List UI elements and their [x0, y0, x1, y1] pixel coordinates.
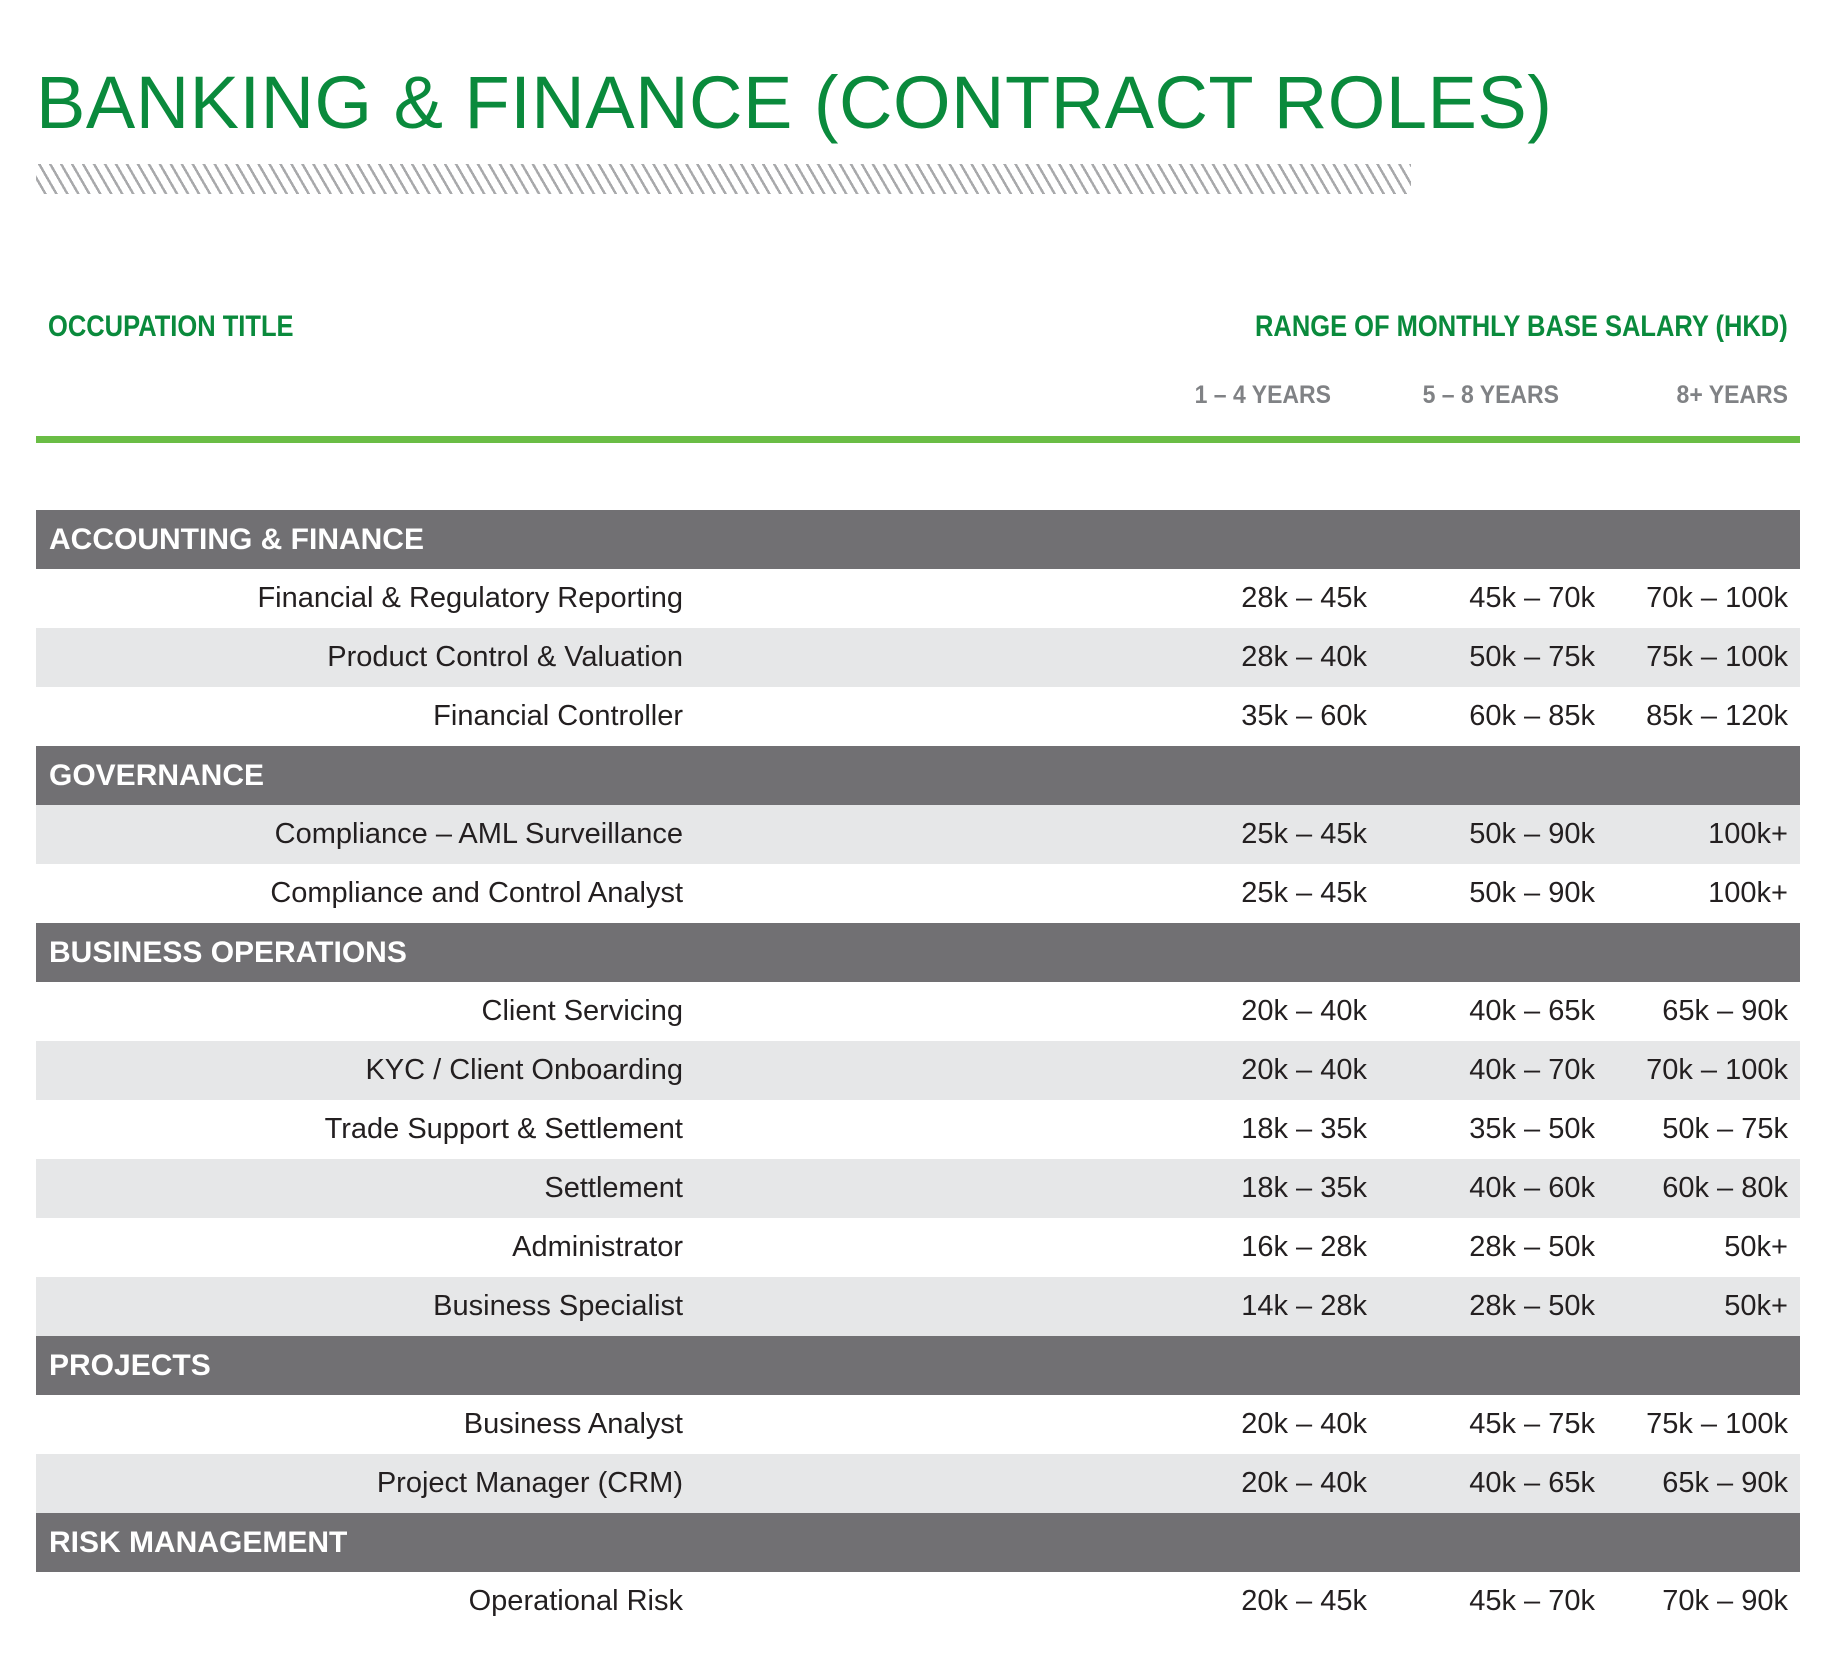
section-header: BUSINESS OPERATIONS	[36, 923, 1800, 982]
table-row	[36, 1100, 1800, 1159]
occupation-title: Financial & Regulatory Reporting	[257, 582, 683, 614]
occupation-title: KYC / Client Onboarding	[365, 1054, 683, 1086]
salary-1-4-years: 20k – 40k	[1241, 995, 1367, 1027]
column-header-5-8-years: 5 – 8 YEARS	[1422, 381, 1559, 409]
salary-8-plus-years: 50k+	[1724, 1290, 1788, 1322]
occupation-title: Client Servicing	[481, 995, 683, 1027]
salary-5-8-years: 50k – 90k	[1469, 818, 1595, 850]
occupation-title: Trade Support & Settlement	[324, 1113, 683, 1145]
salary-5-8-years: 28k – 50k	[1469, 1290, 1595, 1322]
section-header: GOVERNANCE	[36, 746, 1800, 805]
table-row	[36, 1218, 1800, 1277]
occupation-title: Business Analyst	[463, 1408, 683, 1440]
salary-1-4-years: 28k – 45k	[1241, 582, 1367, 614]
hatch-divider	[36, 164, 1411, 194]
salary-8-plus-years: 100k+	[1708, 877, 1788, 909]
salary-5-8-years: 40k – 60k	[1469, 1172, 1595, 1204]
salary-5-8-years: 28k – 50k	[1469, 1231, 1595, 1263]
salary-8-plus-years: 50k – 75k	[1662, 1113, 1788, 1145]
salary-1-4-years: 16k – 28k	[1241, 1231, 1367, 1263]
occupation-title: Financial Controller	[433, 700, 683, 732]
table-row	[36, 1041, 1800, 1100]
occupation-title: Business Specialist	[433, 1290, 683, 1322]
table-row	[36, 1159, 1800, 1218]
salary-5-8-years: 45k – 75k	[1469, 1408, 1595, 1440]
salary-1-4-years: 20k – 40k	[1241, 1054, 1367, 1086]
occupation-title: Settlement	[544, 1172, 683, 1204]
salary-1-4-years: 14k – 28k	[1241, 1290, 1367, 1322]
table-row	[36, 805, 1800, 864]
salary-1-4-years: 18k – 35k	[1241, 1172, 1367, 1204]
header-rule	[36, 436, 1800, 443]
table-row	[36, 1454, 1800, 1513]
occupation-title: Compliance and Control Analyst	[270, 877, 683, 909]
salary-5-8-years: 40k – 65k	[1469, 1467, 1595, 1499]
table-row	[36, 687, 1800, 746]
salary-8-plus-years: 70k – 100k	[1646, 1054, 1788, 1086]
salary-8-plus-years: 50k+	[1724, 1231, 1788, 1263]
column-header-1-4-years: 1 – 4 YEARS	[1194, 381, 1331, 409]
table-row	[36, 864, 1800, 923]
occupation-title: Administrator	[512, 1231, 683, 1263]
table-row	[36, 1572, 1800, 1631]
occupation-title-header: OCCUPATION TITLE	[48, 310, 294, 343]
salary-8-plus-years: 70k – 100k	[1646, 582, 1788, 614]
table-row	[36, 1277, 1800, 1336]
salary-1-4-years: 25k – 45k	[1241, 877, 1367, 909]
salary-1-4-years: 35k – 60k	[1241, 700, 1367, 732]
table-row	[36, 628, 1800, 687]
salary-5-8-years: 40k – 65k	[1469, 995, 1595, 1027]
table-row	[36, 569, 1800, 628]
salary-8-plus-years: 65k – 90k	[1662, 1467, 1788, 1499]
occupation-title: Project Manager (CRM)	[376, 1467, 683, 1499]
page-title: BANKING & FINANCE (CONTRACT ROLES)	[36, 61, 1553, 144]
salary-5-8-years: 60k – 85k	[1469, 700, 1595, 732]
salary-1-4-years: 25k – 45k	[1241, 818, 1367, 850]
occupation-title: Operational Risk	[468, 1585, 683, 1617]
occupation-title: Product Control & Valuation	[327, 641, 683, 673]
section-header: RISK MANAGEMENT	[36, 1513, 1800, 1572]
salary-range-header: RANGE OF MONTHLY BASE SALARY (HKD)	[1255, 310, 1788, 343]
table-row	[36, 982, 1800, 1041]
salary-8-plus-years: 85k – 120k	[1646, 700, 1788, 732]
salary-8-plus-years: 60k – 80k	[1662, 1172, 1788, 1204]
salary-8-plus-years: 75k – 100k	[1646, 641, 1788, 673]
salary-table	[36, 510, 1800, 1631]
occupation-title: Compliance – AML Surveillance	[274, 818, 683, 850]
table-row	[36, 1395, 1800, 1454]
column-header-8-plus-years: 8+ YEARS	[1676, 381, 1788, 409]
salary-5-8-years: 50k – 90k	[1469, 877, 1595, 909]
salary-8-plus-years: 70k – 90k	[1662, 1585, 1788, 1617]
salary-1-4-years: 20k – 45k	[1241, 1585, 1367, 1617]
salary-5-8-years: 45k – 70k	[1469, 582, 1595, 614]
salary-8-plus-years: 100k+	[1708, 818, 1788, 850]
salary-5-8-years: 40k – 70k	[1469, 1054, 1595, 1086]
section-header: ACCOUNTING & FINANCE	[36, 510, 1800, 569]
salary-1-4-years: 28k – 40k	[1241, 641, 1367, 673]
salary-5-8-years: 50k – 75k	[1469, 641, 1595, 673]
salary-1-4-years: 20k – 40k	[1241, 1408, 1367, 1440]
salary-8-plus-years: 65k – 90k	[1662, 995, 1788, 1027]
salary-1-4-years: 20k – 40k	[1241, 1467, 1367, 1499]
section-header: PROJECTS	[36, 1336, 1800, 1395]
salary-5-8-years: 45k – 70k	[1469, 1585, 1595, 1617]
salary-1-4-years: 18k – 35k	[1241, 1113, 1367, 1145]
salary-8-plus-years: 75k – 100k	[1646, 1408, 1788, 1440]
salary-5-8-years: 35k – 50k	[1469, 1113, 1595, 1145]
